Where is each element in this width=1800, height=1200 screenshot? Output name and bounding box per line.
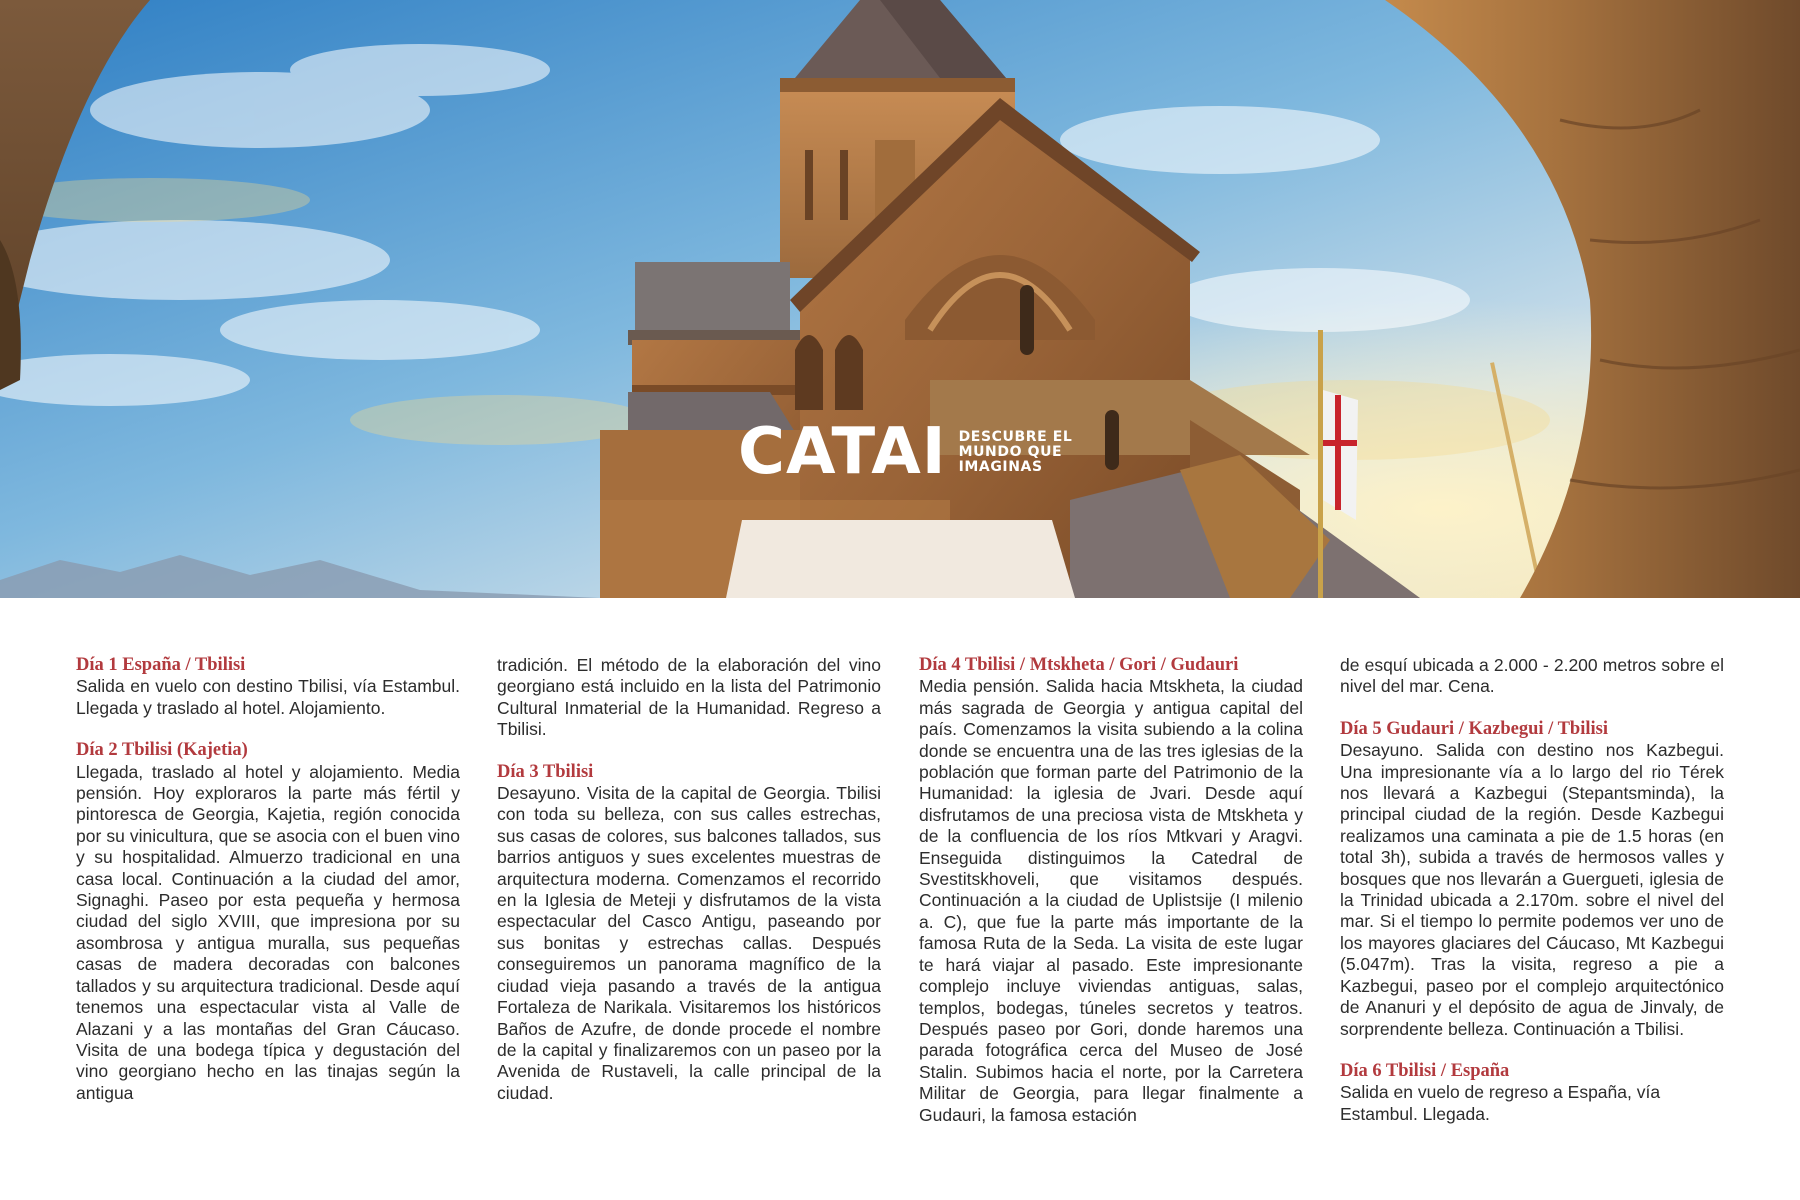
day-text: tradición. El método de la elaboración del vino georgiano está incluido en la lista del Patrimonio Cultural Inmaterial de la Humanidad. Regreso a Tbilisi. [497,655,881,740]
day-5 [1340,719,1724,1040]
brand-tagline-line: DESCUBRE EL [958,428,1073,445]
day-title: Día 6 Tbilisi / España [1340,1060,1510,1081]
day-text: Desayuno. Salida con destino nos Kazbegui. Una impresionante vía a lo largo del rio Térek nos llevará a Kazbegui (Stepantsminda), la principal ciudad de la región. Desde Kazbegui realizamos una caminata a pie de 1.5 horas (en total 3h), subida a través de hermosos valles y bosques que nos llevarán a Guergueti, iglesia de la Trinidad ubicada a 2.170m. sobre el nivel del mar. Si el tiempo lo permite podemos ver uno de los mayores glaciares del Cáucaso, Mt Kazbegui (5.047m). Tras la visita, regreso a pie a Kazbegui, paseo por el complejo arquitectónico de Ananuri y el depósito de agua de Jinvaly, de sorprendente belleza. Continuación a Tbilisi. [1340,740,1724,1039]
day-title: Día 4 Tbilisi / Mtskheta / Gori / Gudauri [919,655,1239,675]
day-title: Día 1 España / Tbilisi [76,655,246,675]
day-2 [76,740,460,1104]
brand-tagline-line: IMAGINAS [958,458,1043,475]
day-4 [919,655,1303,1126]
day-text: Salida en vuelo de regreso a España, vía Estambul. Llegada. [1340,1082,1661,1124]
day-3 [497,762,881,1105]
day-text: Desayuno. Visita de la capital de Georgia. Tbilisi con toda su belleza, con sus calles estrechas, sus casas de colores, sus balcones tallados, sus barrios antiguos y sues excelentes muestras de arquitectura moderna. Comenzamos el recorrido en la Iglesia de Meteji y disfrutamos de la vista espectacular del Casco Antigu, paseando por sus bonitas y estrechas callas. Después conseguiremos un panorama magnífico de la ciudad vieja pasando a través de la antigua Fortaleza de Narikala. Visitaremos los históricos Baños de Azufre, de donde procede el nombre de la capital y finalizaremos con un paseo por la Avenida de Rustaveli, la calle principal de la ciudad. [497,783,881,1103]
day-4-continued [1340,655,1724,698]
day-title: Día 2 Tbilisi (Kajetia) [76,740,248,761]
day-text: de esquí ubicada a 2.000 - 2.200 metros sobre el nivel del mar. Cena. [1340,655,1724,697]
brand-name: CATAI [738,415,947,489]
hero-photo [0,0,1800,598]
day-text: Salida en vuelo con destino Tbilisi, vía Estambul. Llegada y traslado al hotel. Alojamiento. [76,676,460,718]
day-text: Llegada, traslado al hotel y alojamiento. Media pensión. Hoy exploraros la parte más fértil y pintoresca de Georgia, Kajetia, región conocida por su vinicultura, que se asocia con el buen vino y su hospitalidad. Almuerzo tradicional en una casa local. Continuación a la ciudad del amor, Signaghi. Paseo por esta pequeña y hermosa ciudad del siglo XVIII, que impresiona por su asombrosa y antigua muralla, sus pequeñas casas de madera decoradas con balcones tallados y su arquitectura tradicional. Desde aquí tenemos una espectacular vista al Valle de Alazani y a las montañas del Gran Cáucaso. Visita de una bodega típica y degustación del vino georgiano hecho en las tinajas según la antigua [76,761,460,1103]
day-2-continued [497,655,881,741]
cathedral-photo-illustration [0,0,1800,598]
brand-tagline [959,430,1073,475]
column-4 [1340,655,1724,1146]
panel-tab [726,520,1075,598]
day-6 [1340,1061,1724,1125]
day-title: Día 3 Tbilisi [497,761,594,782]
column-2 [497,655,881,1125]
day-title: Día 5 Gudauri / Kazbegui / Tbilisi [1340,718,1608,739]
column-1 [76,655,460,1125]
column-3 [919,655,1303,1147]
brand-logo [738,415,1073,489]
day-1 [76,655,460,719]
brand-tagline-line: MUNDO QUE [958,443,1063,460]
day-text: Media pensión. Salida hacia Mtskheta, la ciudad más sagrada de Georgia y antigua capital del país. Comenzamos la visita subiendo a la colina donde se encuentra una de las tres iglesias de la población que forman parte del Patrimonio de la Humanidad: la iglesia de Jvari. Desde aquí disfrutamos de una preciosa vista de Mtskheta y de la confluencia de los ríos Mtkvari y Aragvi. Enseguida distinguimos la Catedral de Svestitskhoveli, que visitamos después. Continuación a la ciudad de Uplistsije (I milenio a. C), que fue la parte más importante de la famosa Ruta de la Seda. La visita de este lugar te hará viajar al pasado. Este impresionante complejo incluye viviendas antiguas, salas, templos, bodegas, túneles secretos y teatros. Después paseo por Gori, donde haremos una parada fotográfica cerca del Museo de José Stalin. Subimos hacia el norte, por la Carretera Militar de Georgia, para llegar finalmente a Gudauri, la famosa estación [919,676,1303,1125]
